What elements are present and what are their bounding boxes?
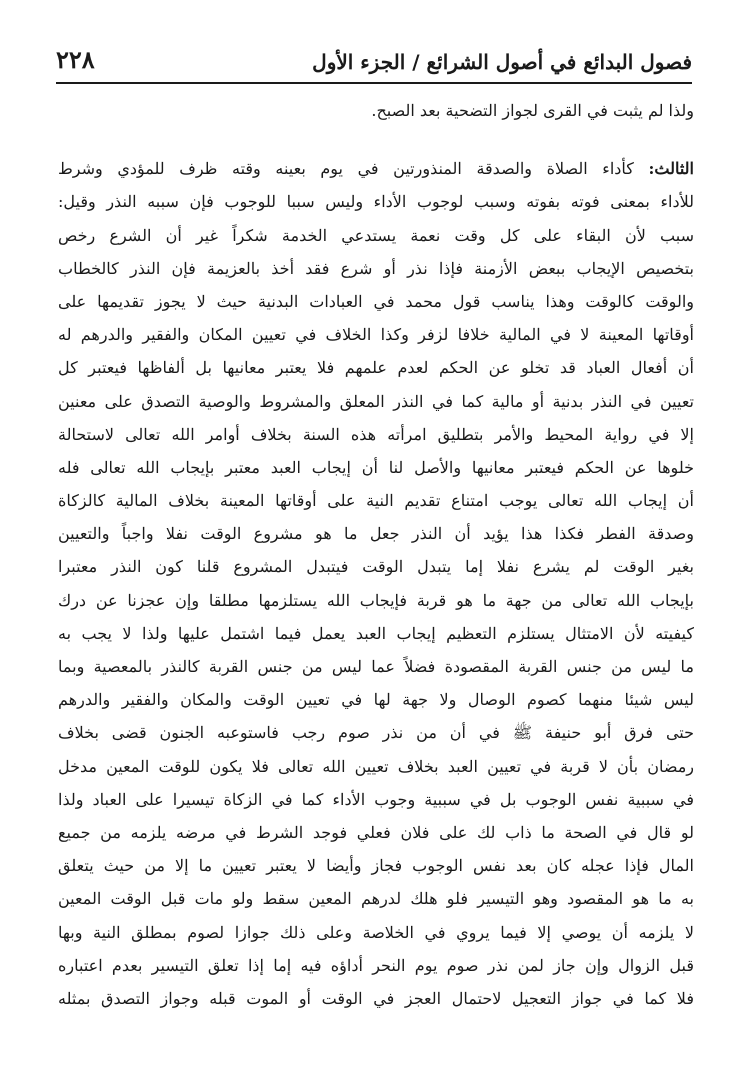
text-line: حتى فرق أبو حنيفة ﷺ في أن من نذر صوم رجب فاستوعبه الجنون قضى بخلاف — [58, 723, 694, 743]
section-first-line — [58, 152, 694, 185]
text-line: سبب لأن البقاء على كل وقت نعمة يستدعي الخدمة شكراً غير أن الشرع رخص — [58, 225, 694, 245]
text-line: تعيين في النذر بدنية أو مالية كما في النذر المعلق والمشروط والوصية التصدق على معنين — [58, 391, 694, 411]
text-line: قبل الزوال وإن جاز لمن نذر صوم يوم النحر أداؤه فيه إما إذا تعلق التيسير بعدم اعتباره — [58, 955, 694, 975]
text-line: ما ليس من جنس القربة المقصودة فضلاً عما ليس من جنس القربة كالنذر بالمعصية وبما — [58, 657, 694, 676]
section-heading: الثالث: — [648, 159, 694, 179]
text-line: ليس شيئا منهما كصوم الوصال ولا جهة لها في تعيين الوقت والمكان والفقير والدرهم — [58, 690, 694, 710]
text-line: به ما هو المقصود وهو التيسير فلو هلك لدرهم المعين سقط ولو مات قبل الوقت المعين — [58, 889, 694, 909]
text-line: لو قال في الصحة ما ذاب لك على فلان فعلي فوجد الشرط في مرضه يلزمه من جميع — [58, 822, 694, 842]
text-line: بتخصيص الإيجاب ببعض الأزمنة فإذا نذر أو شرع فقد أخذ بالعزيمة فإن النذر كالخطاب — [58, 258, 694, 278]
page-body — [58, 94, 694, 1015]
text-line: بإيجاب الله تعالى من جهة ما هو قربة فإيجاب الله يستلزمها مطلقا وإن عجزنا عن درك — [58, 590, 694, 610]
section-first-line-text: كأداء الصلاة والصدقة المنذورتين في يوم بعينه وقته ظرف للمؤدي وشرط — [58, 159, 634, 179]
text-line: وصدقة الفطر فكذا هذا يؤيد أن النذر جعل ما هو مشروع الوقت نفلا واجباً والتعيين — [58, 524, 694, 544]
running-title: فصول البدائع في أصول الشرائع / الجزء الأول — [312, 50, 692, 74]
page-header — [56, 40, 692, 84]
text-line: أن إيجاب الله تعالى يوجب امتناع تقديم النية على أوقاتها المعينة بخلاف المالية كالزكاة — [58, 491, 694, 511]
text-line: والوقت كالوقت وهذا يناسب قول محمد في العبادات البدنية حيث لا يجوز تقديمها على — [58, 291, 694, 311]
text-line: أن أفعال العباد قد تخلو عن الحكم لعدم علمهم فلا يعتبر معانيها بل ألفاظها فيعتبر كل — [58, 358, 694, 378]
text-line: خلوها عن الحكم فيعتبر معانيها والأصل لنا أن إيجاب العبد معتبر بإيجاب الله تعالى فله — [58, 457, 694, 477]
text-line: كيفيته لأن الامتثال يستلزم التعظيم إيجاب العبد يعمل فيما اشتمل عليها ولذا لا يجب به — [58, 623, 694, 643]
text-line: بغير الوقت لم يشرع نفلا إما يتبدل الوقت فيتبدل المشروع قلنا كون النذر معتبرا — [58, 557, 694, 577]
text-line: لا يلزمه أن يوصي إلا فيما يروي في الخلاصة وعلى ذلك جوازا لصوم بمطلق النية وبها — [58, 922, 694, 942]
text-line: فلا كما في جواز التعجيل لاحتمال العجز في الوقت أو الموت قبله وجواز التصدق بمثله — [58, 988, 694, 1008]
paragraph-gap — [58, 127, 694, 152]
text-line: رمضان بأن لا قربة في تعيين العبد بخلاف تعيين الله تعالى فلا يكون للوقت المعين مدخل — [58, 756, 694, 776]
text-line: إلا في رواية المحيط والأمر بتطليق امرأته هذه السنة بخلاف أوامر الله تعالى لاستحالة — [58, 424, 694, 444]
page-number: ٢٢٨ — [56, 45, 95, 74]
text-line: أوقاتها المعينة لا في المالية خلافا لزفر وكذا الخلاف في تعيين المكان والفقير والدرهم له — [58, 325, 694, 345]
text-line: للأداء بمعنى فوته بفوته وسبب لوجوب الأداء وليس سببا للوجوب فإن سببه النذر وقيل: — [58, 192, 694, 212]
text-line: في سببية نفس الوجوب بل في سببية وجوب الأداء كما في الزكاة تيسيرا على العباد ولذا — [58, 789, 694, 809]
text-line: المال فإذا عجله كان بعد نفس الوجوب فجاز وأيضا لا يعتبر تعيين ما إلا من حيث يتعلق — [58, 856, 694, 876]
intro-line: ولذا لم يثبت في القرى لجواز التضحية بعد الصبح. — [371, 101, 694, 120]
